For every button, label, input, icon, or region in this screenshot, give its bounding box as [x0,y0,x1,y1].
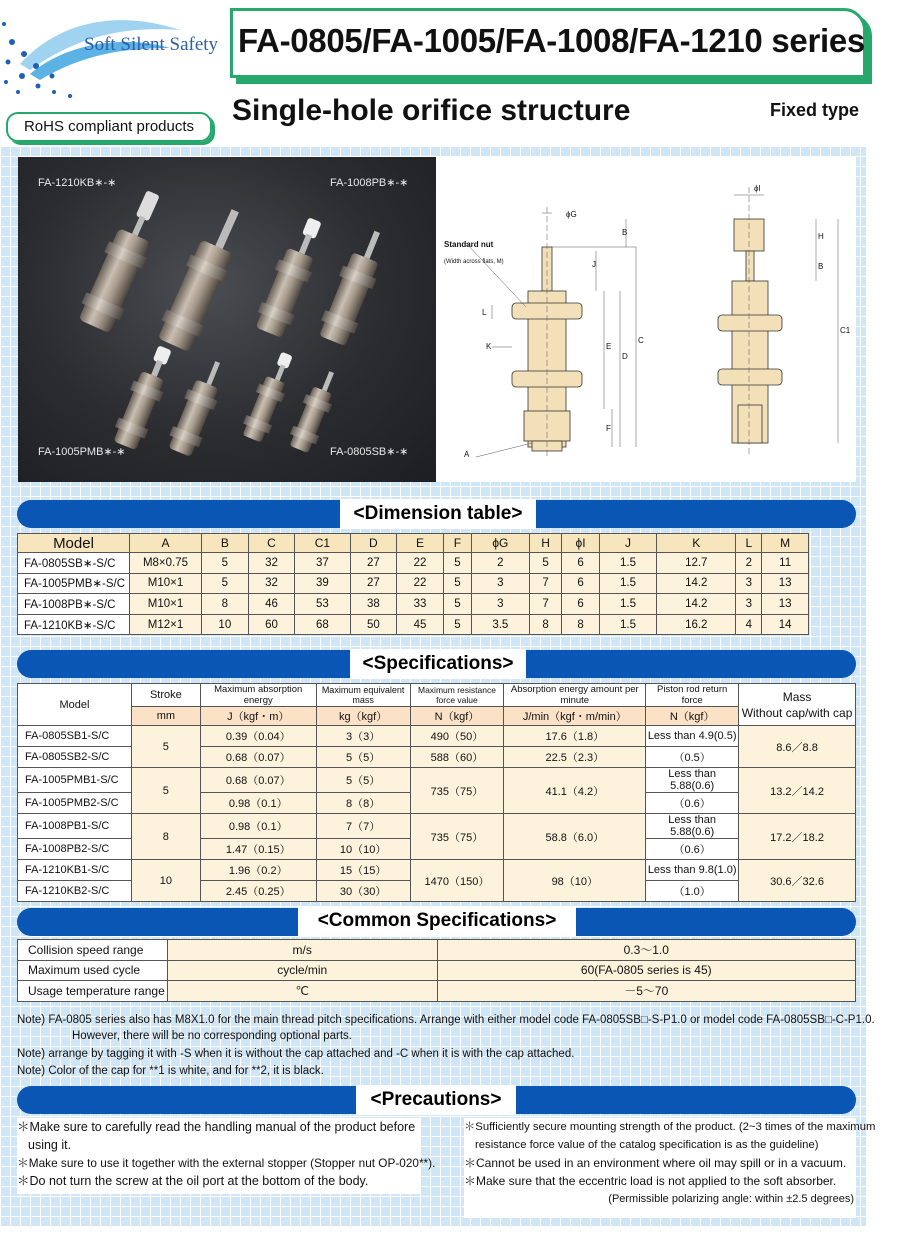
table-cell: 53 [295,594,350,615]
dim-col-header: M [762,534,809,553]
unit-energy: J/min（kgf・m/min） [504,707,646,726]
precautions-section-title: <Precautions> [356,1085,516,1115]
logo-text: Soft Silent Safety [84,34,219,55]
table-cell: 5 [443,573,471,594]
table-cell: 2 [736,553,762,574]
spec-absorption: 0.98（0.1） [200,793,316,814]
dim-col-header: E [397,534,444,553]
table-cell: M12×1 [130,614,202,635]
dim-label: B [622,228,628,237]
common-spec-table [17,939,856,1002]
spec-resistance: 735（75） [410,814,504,860]
table-cell: M8×0.75 [130,553,202,574]
spec-energy: 41.1（4.2） [504,768,646,814]
precaution-item: ＊Cannot be used in an environment where oil may spill or in a vacuum. [464,1156,847,1170]
table-cell: 6 [562,594,599,615]
dim-col-header: J [599,534,656,553]
spec-energy: 17.6（1.8） [504,726,646,747]
precautions-left-box [17,1118,436,1194]
table-cell: FA-1008PB∗-S/C [18,594,130,615]
table-cell: FA-1005PMB∗-S/C [18,573,130,594]
spec-equivalent-mass: 7（7） [316,814,410,839]
photo-label: FA-1005PMB∗-∗ [38,446,126,458]
dim-label: ϕI [754,184,761,193]
dim-col-header: H [529,534,562,553]
dim-label: E [606,342,612,351]
table-row [18,768,856,793]
spec-model: FA-1008PB1-S/C [18,814,132,839]
note-line: Note) Color of the cap for **1 is white, and for **2, it is black. [17,1065,324,1077]
dim-label: D [622,352,628,361]
table-cell: 33 [397,594,444,615]
spec-return-force: Less than 5.88(0.6) [646,768,739,793]
dim-label: L [482,308,487,317]
spec-stroke: 10 [131,860,200,902]
table-cell: 8 [529,614,562,635]
table-cell: 5 [443,553,471,574]
precaution-item: ＊Sufficiently secure mounting strength of the product. (2~3 times of the maximum [464,1121,876,1133]
table-cell: 27 [350,553,397,574]
table-cell: 32 [248,573,295,594]
table-row [18,814,856,839]
table-cell: 16.2 [657,614,736,635]
col-energy-per-minute: Absorption energy amount per minute [504,684,646,707]
table-cell: 5 [443,614,471,635]
precaution-item: ＊Make sure that the eccentric load is not applied to the soft absorber. [464,1174,837,1188]
table-row [18,726,856,747]
col-mass-sub: Without cap/with cap [741,705,853,720]
table-row [18,940,856,961]
shock-absorbers-image [18,157,436,482]
spec-stroke: 5 [131,768,200,814]
spec-return-force: （1.0） [646,881,739,902]
common-cell: 60(FA-0805 series is 45) [437,960,855,981]
spec-equivalent-mass: 5（5） [316,768,410,793]
table-row [18,553,809,574]
common-cell: 0.3～1.0 [437,940,855,961]
table-cell: 14.2 [657,594,736,615]
col-return-force: Piston rod return force [646,684,739,707]
table-cell: 2 [472,553,530,574]
unit-stroke: mm [131,707,200,726]
spec-mass: 8.6／8.8 [739,726,856,768]
page-subtitle: Single-hole orifice structure [232,94,631,127]
unit-mass: kg（kgf） [316,707,410,726]
precaution-item: (Permissible polarizing angle: within ±2.5 degrees) [608,1193,854,1205]
spec-model: FA-1210KB2-S/C [18,881,132,902]
dim-label: A [464,450,470,459]
spec-mass: 13.2／14.2 [739,768,856,814]
spec-energy: 22.5（2.3） [504,747,646,768]
spec-absorption: 1.96（0.2） [200,860,316,881]
col-stroke: Stroke [131,684,200,707]
unit-absorption: J（kgf・m） [200,707,316,726]
spec-equivalent-mass: 10（10） [316,839,410,860]
note-line: However, there will be no corresponding optional parts. [72,1030,352,1042]
spec-model: FA-1210KB1-S/C [18,860,132,881]
table-cell: 5 [529,553,562,574]
table-cell: 32 [248,553,295,574]
table-cell: 5 [202,553,249,574]
dimension-table [17,533,809,635]
dim-label: B [818,262,824,271]
dim-col-header: K [657,534,736,553]
dim-label: C1 [840,326,851,335]
rohs-badge: RoHS compliant products [6,112,212,142]
spec-equivalent-mass: 15（15） [316,860,410,881]
note-line: Note) arrange by tagging it with -S when it is without the cap attached and -C when it is with the cap attached. [17,1048,575,1060]
common-cell: Usage temperature range [18,981,168,1002]
table-cell: 3 [472,594,530,615]
common-cell: m/s [167,940,437,961]
spec-absorption: 0.98（0.1） [200,814,316,839]
spec-return-force: （0.6） [646,793,739,814]
note-line: Note) FA-0805 series also has M8X1.0 for the main thread pitch specifications. Arrange with either model code FA-0805SB□-S-P1.0 or model code FA-0805SB□-C-P1.0. [17,1014,875,1026]
unit-resistance: N（kgf） [410,707,504,726]
spec-resistance: 588（60） [410,747,504,768]
dim-col-header: C1 [295,534,350,553]
spec-absorption: 1.47（0.15） [200,839,316,860]
dim-col-header: ϕG [472,534,530,553]
table-row [18,960,856,981]
product-photo [18,157,436,482]
table-cell: 22 [397,553,444,574]
table-cell: 10 [202,614,249,635]
specifications-section-title: <Specifications> [350,649,526,679]
col-max-mass: Maximum equivalent mass [316,684,410,707]
common-cell: －5～70 [437,981,855,1002]
spec-absorption: 2.45（0.25） [200,881,316,902]
col-mass: Mass [782,689,812,704]
unit-return: N（kgf） [646,707,739,726]
spec-return-force: Less than 5.88(0.6) [646,814,739,839]
table-cell: 6 [562,573,599,594]
dim-label: F [606,424,611,433]
dim-label: C [638,336,644,345]
table-row [18,860,856,881]
spec-equivalent-mass: 8（8） [316,793,410,814]
table-cell: FA-0805SB∗-S/C [18,553,130,574]
table-cell: 13 [762,573,809,594]
type-label: Fixed type [770,100,860,120]
technical-drawing [436,157,856,482]
spec-resistance: 735（75） [410,768,504,814]
col-model: Model [18,684,132,726]
table-cell: 7 [529,594,562,615]
page-title: FA-0805/FA-1005/FA-1008/FA-1210 series [238,22,865,59]
table-cell: 1.5 [599,594,656,615]
table-header-row [18,534,809,553]
col-max-resistance: Maximum resistance force value [410,684,504,707]
precaution-item: using it. [28,1138,72,1152]
spec-return-force: （0.5） [646,747,739,768]
dim-col-header: B [202,534,249,553]
table-cell: 1.5 [599,553,656,574]
dim-col-header: C [248,534,295,553]
precautions-right-box [464,1118,876,1218]
table-cell: 6 [562,553,599,574]
common-cell: Collision speed range [18,940,168,961]
spec-equivalent-mass: 5（5） [316,747,410,768]
table-row [18,594,809,615]
dim-label: (Width across flats, M) [444,259,504,265]
dimension-drawing [436,157,856,482]
common-cell: Maximum used cycle [18,960,168,981]
common-section-title: <Common Specifications> [298,906,576,936]
precaution-item: ＊Make sure to use it together with the external stopper (Stopper nut OP-020**). [17,1156,436,1170]
spec-return-force: （0.6） [646,839,739,860]
common-cell: ℃ [167,981,437,1002]
spec-model: FA-1005PMB1-S/C [18,768,132,793]
spec-resistance: 490（50） [410,726,504,747]
spec-return-force: Less than 9.8(1.0) [646,860,739,881]
table-cell: 38 [350,594,397,615]
table-cell: 60 [248,614,295,635]
table-cell: 22 [397,573,444,594]
dim-col-header: L [736,534,762,553]
common-cell: cycle/min [167,960,437,981]
dim-label: J [592,260,596,269]
table-row [18,981,856,1002]
spec-stroke: 8 [131,814,200,860]
table-cell: 3 [736,594,762,615]
table-cell: 46 [248,594,295,615]
spec-return-force: Less than 4.9(0.5) [646,726,739,747]
dim-col-header: Model [18,534,130,553]
spec-absorption: 0.39（0.04） [200,726,316,747]
table-cell: 14.2 [657,573,736,594]
dim-label: Standard nut [444,240,494,249]
dim-label: K [486,342,492,351]
spec-energy: 98（10） [504,860,646,902]
spec-model: FA-0805SB2-S/C [18,747,132,768]
spec-model: FA-1008PB2-S/C [18,839,132,860]
table-cell: 3 [736,573,762,594]
table-cell: 68 [295,614,350,635]
precaution-item: resistance force value of the catalog specification is as the guideline) [475,1139,819,1151]
table-cell: 4 [736,614,762,635]
spec-model: FA-1005PMB2-S/C [18,793,132,814]
table-cell: 27 [350,573,397,594]
spec-resistance: 1470（150） [410,860,504,902]
photo-label: FA-1210KB∗-∗ [38,177,117,189]
table-cell: 50 [350,614,397,635]
col-max-absorption: Maximum absorption energy [200,684,316,707]
table-cell: 8 [202,594,249,615]
table-cell: M10×1 [130,594,202,615]
table-cell: M10×1 [130,573,202,594]
table-cell: 12.7 [657,553,736,574]
spec-equivalent-mass: 30（30） [316,881,410,902]
spec-stroke: 5 [131,726,200,768]
specifications-table [17,683,856,902]
spec-equivalent-mass: 3（3） [316,726,410,747]
dim-col-header: ϕI [562,534,599,553]
table-cell: 5 [443,594,471,615]
dim-col-header: A [130,534,202,553]
table-cell: 11 [762,553,809,574]
spec-energy: 58.8（6.0） [504,814,646,860]
dimension-section-title: <Dimension table> [340,499,536,529]
table-row [18,573,809,594]
photo-label: FA-0805SB∗-∗ [330,446,409,458]
spec-absorption: 0.68（0.07） [200,747,316,768]
photo-label: FA-1008PB∗-∗ [330,177,409,189]
spec-mass: 30.6／32.6 [739,860,856,902]
table-cell: 8 [562,614,599,635]
table-cell: 7 [529,573,562,594]
table-cell: 45 [397,614,444,635]
dim-label: H [818,232,824,241]
table-cell: 1.5 [599,614,656,635]
table-cell: 3 [472,573,530,594]
table-cell: FA-1210KB∗-S/C [18,614,130,635]
spec-model: FA-0805SB1-S/C [18,726,132,747]
table-row [18,614,809,635]
dim-label: ϕG [566,210,577,219]
table-cell: 1.5 [599,573,656,594]
spec-mass: 17.2／18.2 [739,814,856,860]
table-cell: 13 [762,594,809,615]
table-cell: 14 [762,614,809,635]
table-cell: 39 [295,573,350,594]
table-cell: 37 [295,553,350,574]
precaution-item: ＊Make sure to carefully read the handling manual of the product before [17,1120,416,1134]
table-cell: 5 [202,573,249,594]
dim-col-header: F [443,534,471,553]
dim-col-header: D [350,534,397,553]
spec-absorption: 0.68（0.07） [200,768,316,793]
table-cell: 3.5 [472,614,530,635]
precaution-item: ＊Do not turn the screw at the oil port at the bottom of the body. [17,1174,369,1188]
